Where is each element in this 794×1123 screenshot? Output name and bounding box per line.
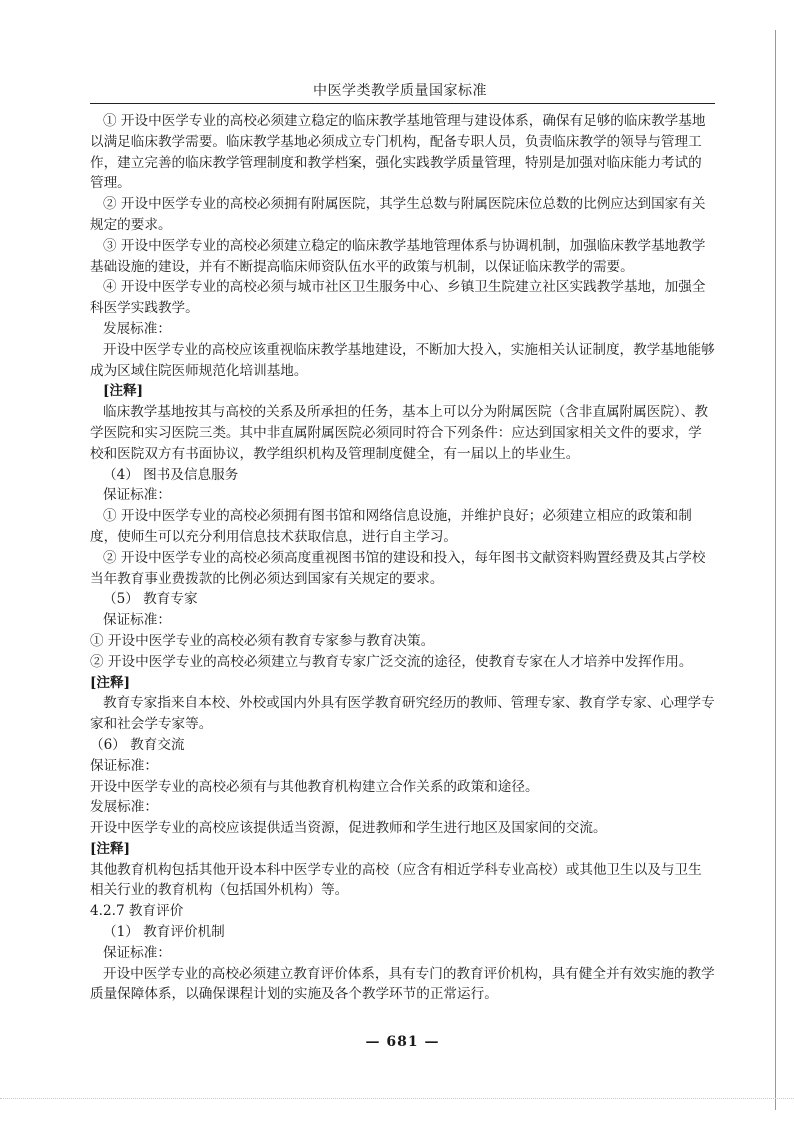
- page-body: [90, 111, 715, 1005]
- paragraph-annotation-experts: 教育专家指来自本校、外校或国内外具有医学教育研究经历的教师、管理专家、教育学专家、心理学专家和社会学专家等。: [90, 695, 715, 733]
- annotation-heading: [注释]: [90, 840, 131, 857]
- page-number: — 681 —: [365, 1034, 440, 1050]
- paragraph-clinical-base-2: ② 开设中医学专业的高校必须拥有附属医院，其学生总数与附属医院床位总数的比例应达到国家有关规定的要求。: [90, 196, 706, 233]
- annotation-heading: [注释]: [90, 674, 131, 691]
- section-heading-4-2-7: 4.2.7 教育评价: [90, 903, 184, 920]
- paragraph-library-2: ② 开设中医学专业的高校必须高度重视图书馆的建设和投入，每年图书文献资料购置经费及其占学校当年教育事业费拨款的比例必须达到国家有关规定的要求。: [90, 549, 706, 587]
- paragraph-exchange-guarantee: 开设中医学专业的高校必须有与其他教育机构建立合作关系的政策和途径。: [90, 778, 539, 795]
- scan-edge-line: [775, 30, 776, 1110]
- section-heading-library: （4） 图书及信息服务: [103, 466, 239, 483]
- section-heading-education-experts: （5） 教育专家: [103, 591, 198, 608]
- paragraph-library-1: ① 开设中医学专业的高校必须拥有图书馆和网络信息设施，并维护良好；必须建立相应的政策和制度，使师生可以充分利用信息技术获取信息，进行自主学习。: [90, 508, 692, 545]
- annotation-heading: [注释]: [103, 383, 144, 400]
- paragraph-annotation-exchange: 其他教育机构包括其他开设本科中医学专业的高校（应含有相近学科专业高校）或其他卫生以及与卫生相关行业的教育机构（包括国外机构）等。: [90, 861, 702, 899]
- paragraph-evaluation-guarantee: 开设中医学专业的高校必须建立教育评价体系，具有专门的教育评价机构，具有健全并有效实施的教学质量保障体系，以确保课程计划的实施及各个教学环节的正常运行。: [90, 965, 715, 1003]
- label-guarantee-standard: 保证标准：: [103, 612, 171, 629]
- paragraph-development-clinical: 开设中医学专业的高校应该重视临床教学基地建设，不断加大投入，实施相关认证制度，教学基地能够成为区域住院医师规范化培训基地。: [90, 341, 715, 379]
- paragraph-experts-2: ② 开设中医学专业的高校必须建立与教育专家广泛交流的途径，使教育专家在人才培养中发挥作用。: [90, 653, 693, 670]
- paragraph-clinical-base-3: ③ 开设中医学专业的高校必须建立稳定的临床教学基地管理体系与协调机制，加强临床教学基地教学基础设施的建设，并有不断提高临床师资队伍水平的政策与机制，以保证临床教学的需要。: [90, 237, 706, 275]
- paragraph-clinical-base-4: ④ 开设中医学专业的高校必须与城市社区卫生服务中心、乡镇卫生院建立社区实践教学基地，加强全科医学实践教学。: [90, 279, 706, 317]
- paragraph-clinical-base-1: ① 开设中医学专业的高校必须建立稳定的临床教学基地管理与建设体系，确保有足够的临床教学基地以满足临床教学需要。临床教学基地必须成立专门机构，配备专职人员，负责临床教学的领导与管理工作，建立完善的临床教学管理制度和教学档案，强化实践教学质量管理，特别是加强对临床能力考试的管理。: [90, 113, 706, 192]
- section-heading-evaluation-mechanism: （1） 教育评价机制: [103, 924, 225, 941]
- section-heading-education-exchange: （6） 教育交流: [90, 736, 185, 753]
- label-guarantee-standard: 保证标准：: [103, 944, 171, 961]
- paragraph-experts-1: ① 开设中医学专业的高校必须有教育专家参与教育决策。: [90, 632, 435, 649]
- label-development-standard: 发展标准：: [90, 799, 158, 816]
- label-guarantee-standard: 保证标准：: [103, 487, 171, 504]
- label-development-standard: 发展标准：: [103, 320, 171, 337]
- label-guarantee-standard: 保证标准：: [90, 757, 158, 774]
- paragraph-exchange-development: 开设中医学专业的高校应该提供适当资源，促进教师和学生进行地区及国家间的交流。: [90, 820, 607, 837]
- running-header: 中医学类教学质量国家标准: [313, 83, 487, 99]
- scan-noise-line: [0, 1098, 794, 1099]
- paragraph-annotation-clinical: 临床教学基地按其与高校的关系及所承担的任务，基本上可以分为附属医院（含非直属附属医院）、教学医院和实习医院三类。其中非直属附属医院必须同时符合下列条件：应达到国家相关文件的要求，学校和医院双方有书面协议，教学组织机构及管理制度健全，有一届以上的毕业生。: [90, 404, 708, 462]
- header-rule: [90, 103, 715, 104]
